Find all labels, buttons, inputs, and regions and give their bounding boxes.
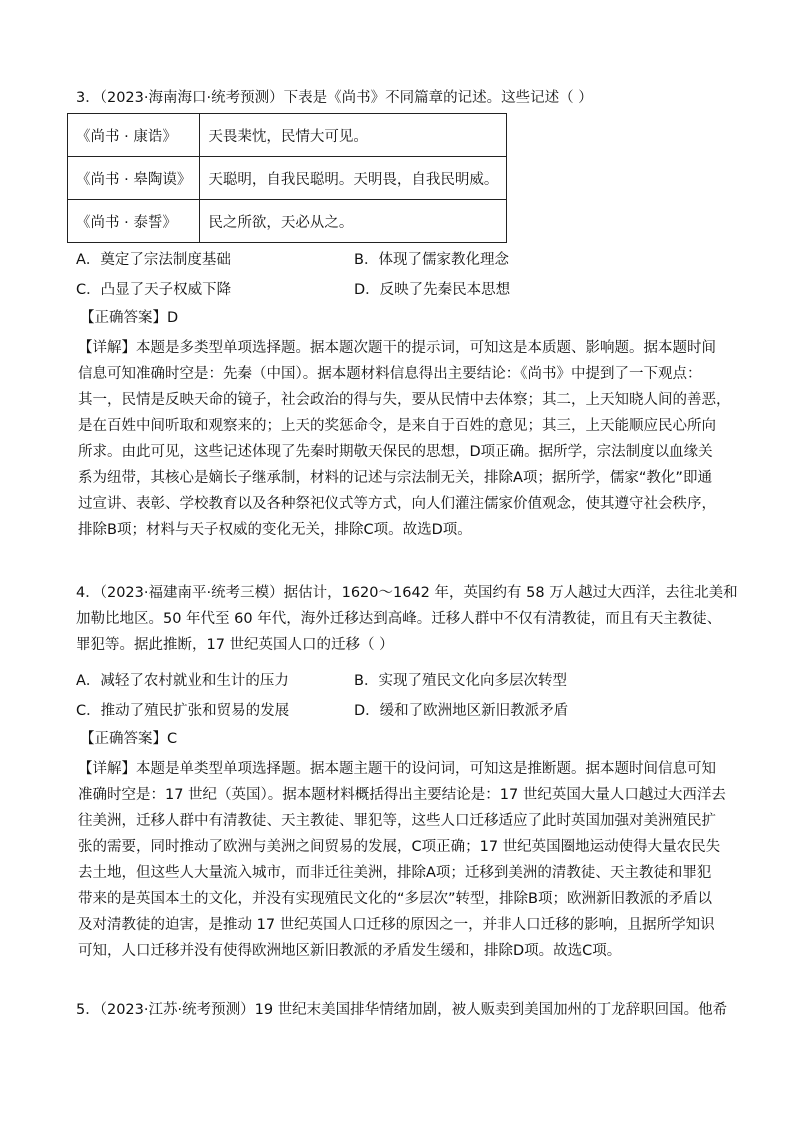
option-a: A．奠定了宗法制度基础 [76,252,231,268]
explanation-line: 所求。由此可见，这些记述体现了先秦时期敬天保民的思想，D项正确。据所学，宗法制度以血缘关 [78,444,713,460]
explanation-line: 信息可知准确时空是：先秦（中国）。据本题材料信息得出主要结论：《尚书》中提到了一下观点： [78,366,702,382]
explanation-line: 过宣讲、表彰、学校教育以及各种祭祀仪式等方式，向人们灌注儒家价值观念，使其遵守社会秩序， [78,496,716,512]
explanation-line: 排除B项；材料与天子权威的变化无关，排除C项。故选D项。 [78,522,472,538]
explanation-line: 系为纽带，其核心是嫡长子继承制，材料的记述与宗法制无关，排除A项；据所学，儒家“教化”即通 [78,470,712,486]
table-row [68,200,507,243]
option-b: B．实现了殖民文化向多层次转型 [354,673,567,689]
option-a: A．减轻了农村就业和生计的压力 [76,673,289,689]
question-stem-line: 加勒比地区。50 年代至 60 年代，海外迁移达到高峰。迁移人群中不仅有清教徒，而且有天主教徒、 [76,611,722,627]
option-b: B．体现了儒家教化理念 [354,252,509,268]
question-4-stem [76,580,738,658]
explanation-line: 准确时空是：17 世纪（英国）。据本题材料概括得出主要结论是：17 世纪英国大量人口越过大西洋去 [78,787,726,803]
correct-answer: 【正确答案】D [80,310,179,326]
table-cell-quote: 民之所欲，天必从之。 [200,200,507,243]
explanation-line: 可知，人口迁移并没有使得欧洲地区新旧教派的矛盾发生缓和，排除D项。故选C项。 [78,943,622,959]
explanation-line: 【详解】本题是多类型单项选择题。据本题次题干的提示词，可知这是本质题、影响题。据本题时间 [78,340,716,356]
explanation-line: 往美洲，迁移人群中有清教徒、天主教徒、罪犯等，这些人口迁移适应了此时英国加强对美洲殖民扩 [78,813,716,829]
explanation-line: 去土地，但这些人大量流入城市，而非迁往美洲，排除A项；迁移到美洲的清教徒、天主教徒和罪犯 [78,865,712,881]
table-cell-quote: 天畏棐忱，民情大可见。 [200,114,507,157]
option-c: C．推动了殖民扩张和贸易的发展 [76,703,290,719]
explanation-line: 张的需要，同时推动了欧洲与美洲之间贸易的发展，C项正确；17 世纪英国圈地运动使得大量农民失 [78,839,721,855]
question-stem-line: 4．（2023·福建南平·统考三模）据估计，1620～1642 年，英国约有 58 万人越过大西洋，去往北美和 [76,585,738,601]
source-table [67,113,507,243]
table-cell-chapter: 《尚书 · 皋陶谟》 [68,157,200,200]
question-3-stem: 3．（2023·海南海口·统考预测）下表是《尚书》不同篇章的记述。这些记述（ ） [76,90,593,106]
explanation-line: 带来的是英国本土的文化，并没有实现殖民文化的“多层次”转型，排除B项；欧洲新旧教派的矛盾以 [78,891,712,907]
question-5-stem: 5．（2023·江苏·统考预测）19 世纪末美国排华情绪加剧，被人贩卖到美国加州的丁龙辞职回国。他希 [76,1002,728,1018]
table-cell-chapter: 《尚书 · 康诰》 [68,114,200,157]
question-stem-line: 罪犯等。据此推断，17 世纪英国人口的迁移（ ） [76,637,394,653]
correct-answer: 【正确答案】C [80,731,178,747]
explanation-line: 是在百姓中间听取和观察来的；上天的奖惩命令，是来自于百姓的意见；其三，上天能顺应民心所向 [78,418,716,434]
explanation-paragraph [78,335,731,543]
option-d: D．缓和了欧洲地区新旧教派矛盾 [354,703,569,719]
table-row [68,114,507,157]
option-c: C．凸显了天子权威下降 [76,282,232,298]
explanation-line: 及对清教徒的迫害，是推动 17 世纪英国人口迁移的原因之一，并非人口迁移的影响，且据所学知识 [78,917,715,933]
table-cell-chapter: 《尚书 · 泰誓》 [68,200,200,243]
option-d: D．反映了先秦民本思想 [354,282,511,298]
explanation-line: 其一，民情是反映天命的镜子，社会政治的得与失，要从民情中去体察；其二，上天知晓人间的善恶， [78,392,731,408]
table-cell-quote: 天聪明，自我民聪明。天明畏，自我民明威。 [200,157,507,200]
table-row [68,157,507,200]
explanation-paragraph [78,756,728,964]
explanation-line: 【详解】本题是单类型单项选择题。据本题主题干的设问词，可知这是推断题。据本题时间信息可知 [78,761,716,777]
